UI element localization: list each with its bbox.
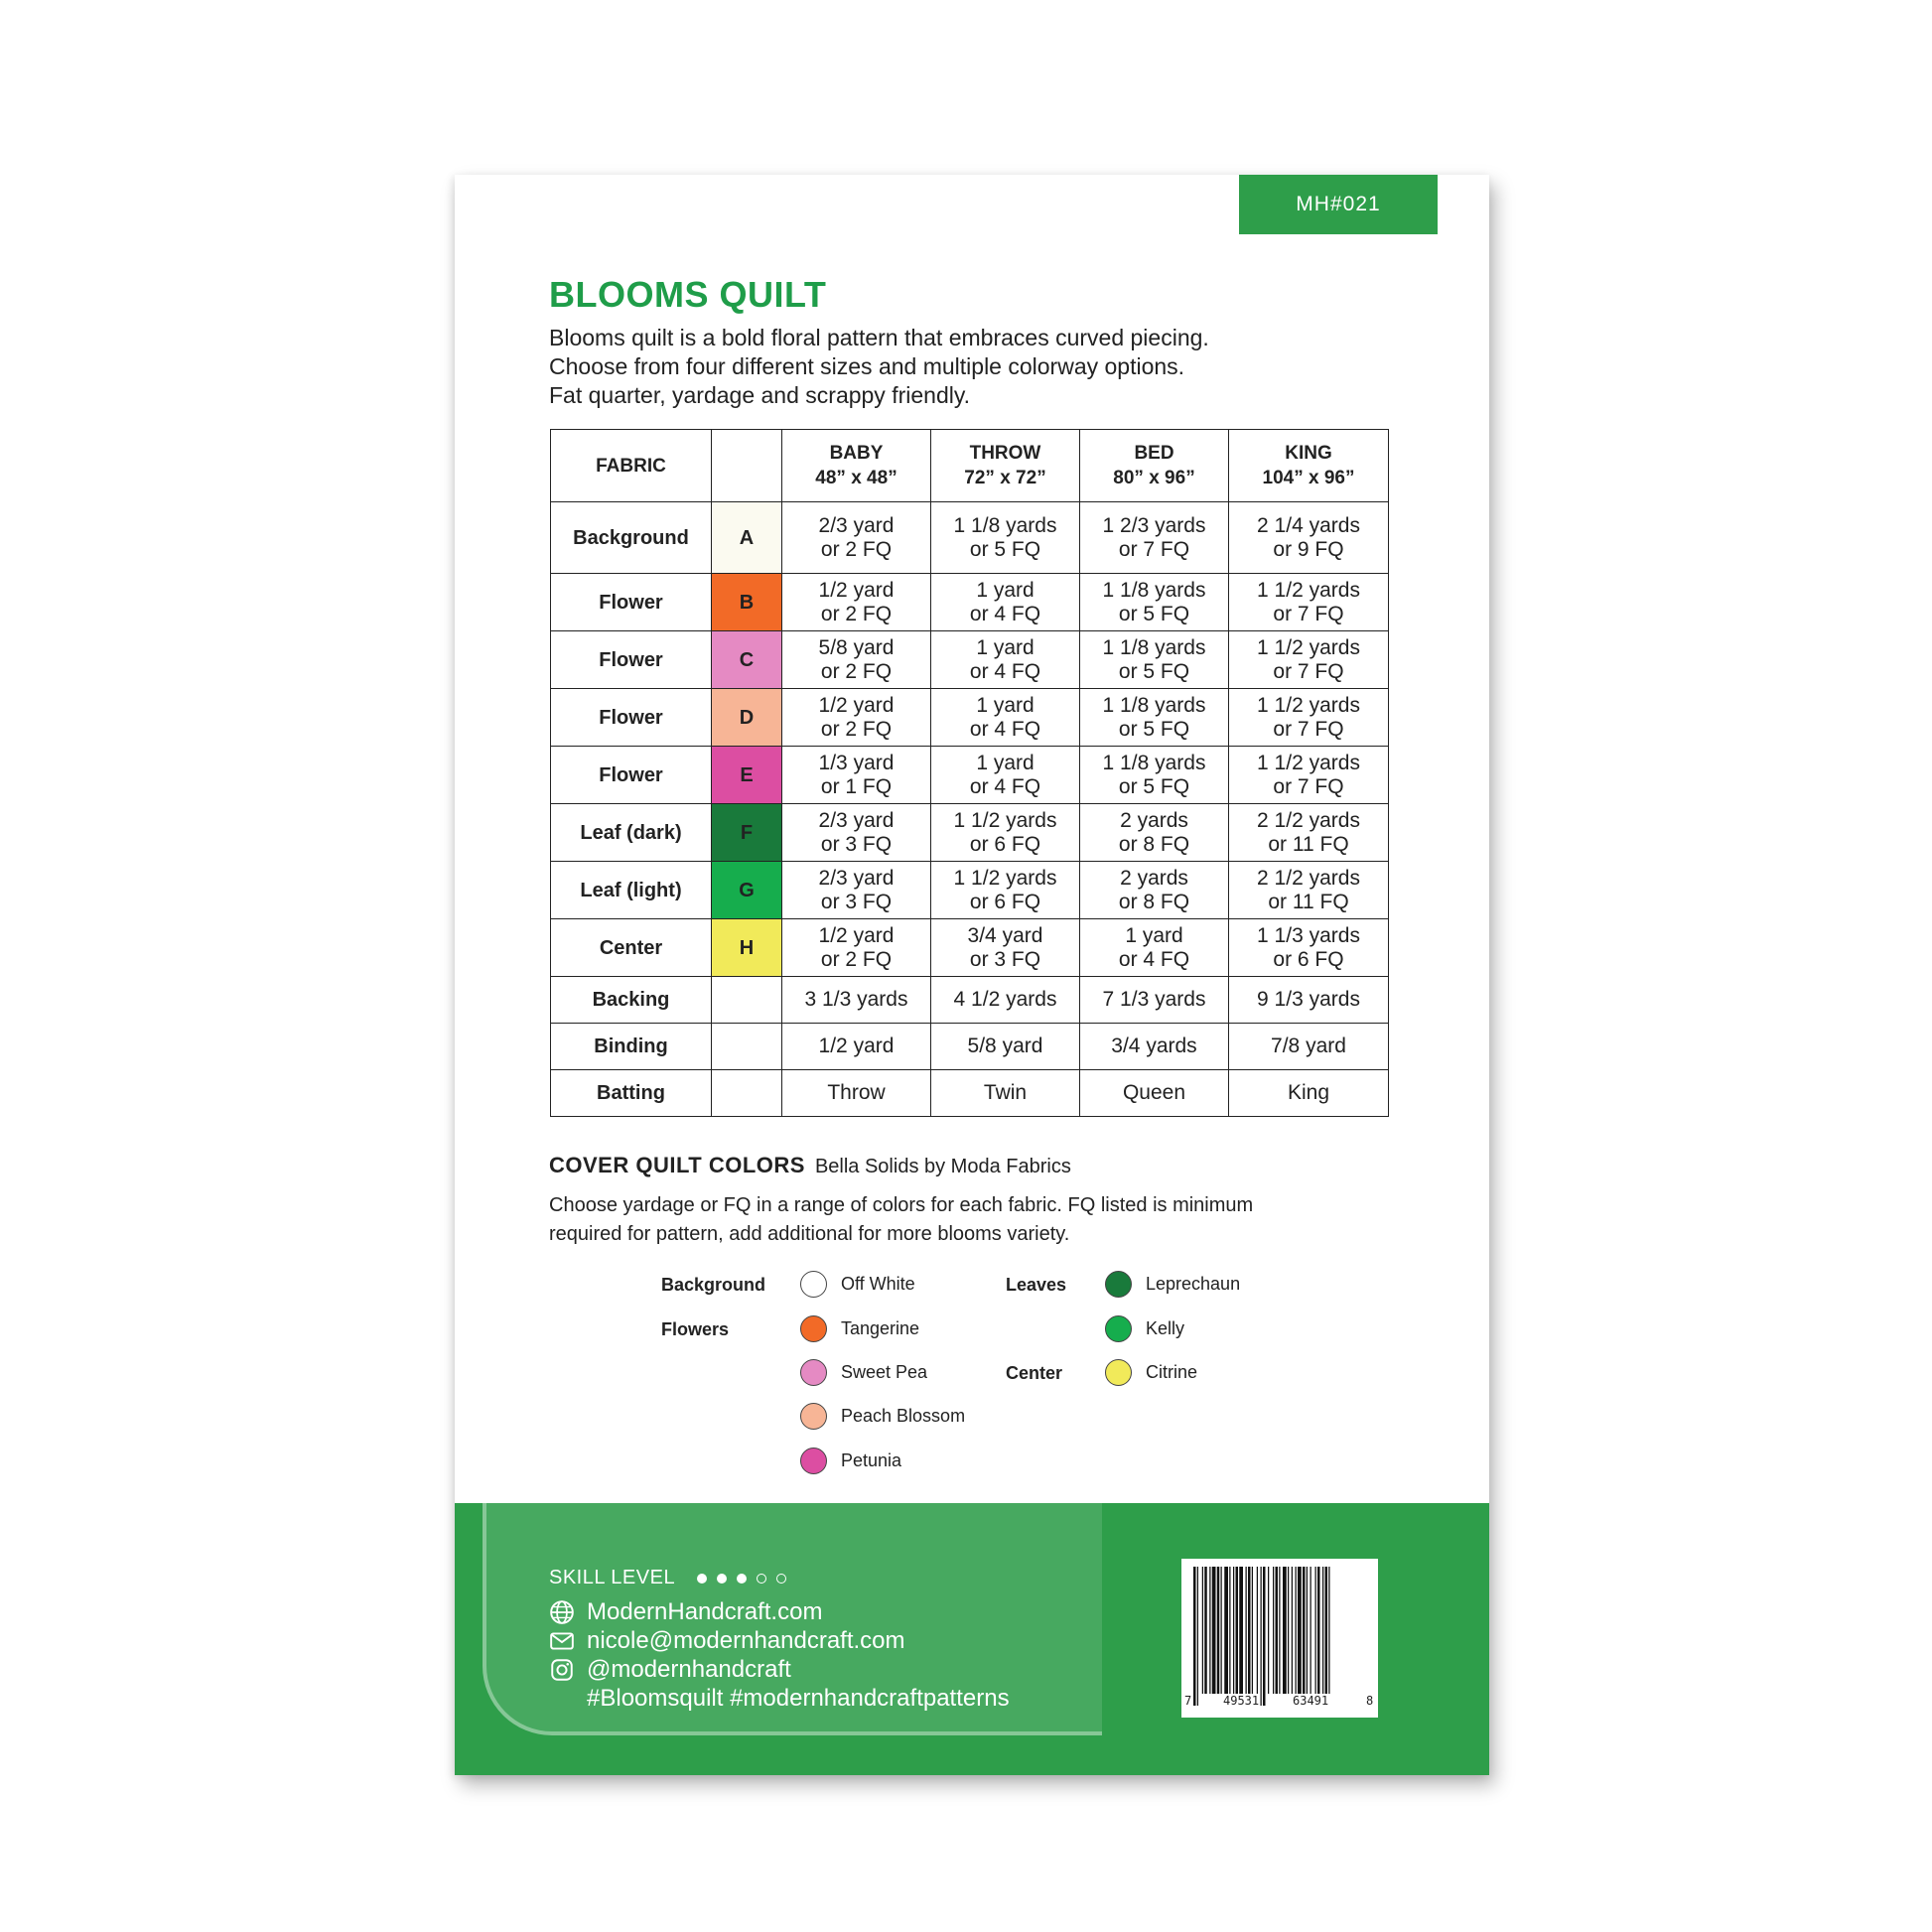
barcode-bar [1221, 1567, 1222, 1694]
yardage-line: or 4 FQ [969, 602, 1041, 625]
yardage-line: 5/8 yard [818, 635, 895, 659]
globe-icon [549, 1599, 575, 1625]
yardage-line: or 5 FQ [1118, 602, 1190, 625]
yardage-cell: 3 1/3 yards [782, 977, 931, 1024]
fabric-name: Flower [551, 574, 712, 631]
fabric-name: Flower [551, 631, 712, 689]
barcode-bar [1328, 1567, 1329, 1694]
fabric-name: Leaf (dark) [551, 804, 712, 862]
size-header-king [1229, 430, 1389, 502]
skill-level [549, 1567, 786, 1589]
yardage-line: 1 1/3 yards [1257, 923, 1360, 947]
barcode-bar [1248, 1567, 1251, 1694]
barcode-bar [1257, 1567, 1258, 1694]
label-background: Background [661, 1275, 766, 1295]
instagram-link[interactable] [549, 1656, 791, 1684]
yardage-cell: 9 1/3 yards [1229, 977, 1389, 1024]
fabric-name: Backing [551, 977, 712, 1024]
yardage-line: 1/2 yard [818, 578, 895, 602]
size-name: BED [1134, 443, 1174, 464]
yardage-line: or 2 FQ [820, 659, 893, 683]
barcode-bars [1181, 1559, 1378, 1718]
barcode-bar [1197, 1567, 1198, 1706]
cover-colors-heading [549, 1153, 1071, 1178]
yardage-cell [1229, 804, 1389, 862]
fabric-swatch: H [712, 919, 782, 977]
barcode-bar [1276, 1567, 1279, 1694]
yardage-cell: King [1229, 1070, 1389, 1117]
cover-subheading: Bella Solids by Moda Fabrics [814, 1156, 1071, 1177]
cover-colors-text [549, 1191, 1423, 1249]
table-body [551, 502, 1389, 1117]
yardage-line: or 1 FQ [820, 774, 893, 798]
barcode-bar [1283, 1567, 1287, 1694]
yardage-cell [782, 747, 931, 804]
petunia-swatch [800, 1448, 827, 1474]
table-row [551, 977, 1389, 1024]
color-name: Petunia [841, 1450, 902, 1470]
barcode-digit: 7 [1184, 1694, 1192, 1708]
barcode-bar [1193, 1567, 1196, 1706]
yardage-cell: 7/8 yard [1229, 1024, 1389, 1070]
barcode-bar [1273, 1567, 1274, 1694]
yardage-line: or 6 FQ [1273, 947, 1344, 971]
table-row [551, 1070, 1389, 1117]
yardage-line: or 7 FQ [1273, 717, 1344, 741]
barcode-bar [1288, 1567, 1289, 1694]
yardage-line: 1 1/2 yards [1257, 635, 1360, 659]
barcode-bar [1252, 1567, 1253, 1694]
yardage-line: 2/3 yard [818, 866, 895, 890]
empty-swatch-cell [712, 977, 782, 1024]
yardage-cell: 3/4 yards [1080, 1024, 1229, 1070]
yardage-line: or 2 FQ [820, 717, 893, 741]
leprechaun-swatch [1105, 1271, 1132, 1298]
yardage-line: 2 1/2 yards [1257, 808, 1360, 832]
yardage-line: or 8 FQ [1118, 890, 1190, 913]
color-item-petunia [800, 1448, 901, 1474]
yardage-line: 1 1/8 yards [953, 513, 1057, 537]
color-item-citrine [1105, 1359, 1197, 1386]
table-row [551, 804, 1389, 862]
yardage-line: 1 1/8 yards [1102, 635, 1206, 659]
barcode-digit: 49531 [1223, 1694, 1260, 1708]
yardage-cell [782, 502, 931, 574]
yardage-line: or 3 FQ [969, 947, 1041, 971]
size-dims: 104” x 96” [1262, 468, 1355, 488]
size-name: KING [1285, 443, 1332, 464]
yardage-line: or 9 FQ [1273, 537, 1344, 561]
barcode-bar [1239, 1567, 1243, 1694]
barcode-bar [1263, 1567, 1266, 1706]
intro-line: Fat quarter, yardage and scrappy friendly. [549, 382, 971, 408]
yardage-line: 2 1/2 yards [1257, 866, 1360, 890]
table-header-row [551, 430, 1389, 502]
size-dims: 48” x 48” [815, 468, 897, 488]
color-item-peach-blossom [800, 1403, 965, 1430]
fabric-swatch: D [712, 689, 782, 747]
table-row [551, 689, 1389, 747]
color-name: Kelly [1146, 1318, 1185, 1338]
barcode-bar [1279, 1567, 1280, 1694]
color-name: Off White [841, 1274, 915, 1294]
yardage-line: or 2 FQ [820, 602, 893, 625]
hashtags [587, 1685, 1010, 1713]
yardage-cell [1080, 631, 1229, 689]
yardage-cell [782, 862, 931, 919]
yardage-cell [1229, 747, 1389, 804]
skill-dot [737, 1574, 747, 1584]
yardage-line: 3/4 yard [967, 923, 1043, 947]
email-text: nicole@modernhandcraft.com [587, 1627, 905, 1654]
fabric-name: Batting [551, 1070, 712, 1117]
yardage-line: or 11 FQ [1268, 832, 1349, 856]
yardage-cell [1080, 574, 1229, 631]
yardage-cell [1080, 502, 1229, 574]
yardage-line: 2/3 yard [818, 513, 895, 537]
color-name: Citrine [1146, 1362, 1198, 1382]
barcode-bar [1229, 1567, 1230, 1694]
yardage-cell: Queen [1080, 1070, 1229, 1117]
sweet-pea-swatch [800, 1359, 827, 1386]
yardage-line: or 11 FQ [1268, 890, 1349, 913]
yardage-line: 2 yards [1120, 808, 1188, 832]
fabric-requirements-table [550, 429, 1389, 1117]
yardage-cell [782, 689, 931, 747]
skill-dot [717, 1574, 727, 1584]
yardage-cell [1080, 804, 1229, 862]
yardage-line: or 5 FQ [1118, 659, 1190, 683]
table-row [551, 502, 1389, 574]
cover-text-line: required for pattern, add additional for more blooms variety. [549, 1223, 1070, 1245]
yardage-line: 1/2 yard [818, 693, 895, 717]
yardage-line: 1 1/8 yards [1102, 751, 1206, 774]
yardage-cell [1229, 502, 1389, 574]
barcode-bar [1261, 1567, 1262, 1706]
barcode-bar [1317, 1567, 1320, 1694]
yardage-cell: Throw [782, 1070, 931, 1117]
yardage-line: or 6 FQ [969, 832, 1041, 856]
yardage-line: 1 1/2 yards [1257, 693, 1360, 717]
barcode-bar [1209, 1567, 1210, 1694]
fabric-header: FABRIC [551, 430, 712, 502]
yardage-line: or 5 FQ [1118, 717, 1190, 741]
barcode-bar [1233, 1567, 1234, 1694]
skill-rating [697, 1574, 786, 1584]
yardage-line: or 4 FQ [969, 717, 1041, 741]
fabric-name: Flower [551, 747, 712, 804]
yardage-line: 1 yard [976, 693, 1035, 717]
yardage-cell [782, 919, 931, 977]
color-item-sweet-pea [800, 1359, 927, 1386]
color-item-off-white [800, 1271, 915, 1298]
off-white-swatch [800, 1271, 827, 1298]
barcode-bar [1236, 1567, 1239, 1694]
yardage-line: 1 yard [976, 635, 1035, 659]
yardage-line: 1 1/2 yards [953, 808, 1057, 832]
size-name: THROW [969, 443, 1041, 464]
barcode-bar [1212, 1567, 1216, 1694]
cover-heading: COVER QUILT COLORS [549, 1153, 805, 1177]
yardage-line: or 3 FQ [820, 832, 893, 856]
yardage-cell [931, 747, 1080, 804]
website-text: ModernHandcraft.com [587, 1598, 823, 1625]
intro-line: Blooms quilt is a bold floral pattern that embraces curved piecing. [549, 325, 1209, 350]
barcode-bar [1315, 1567, 1316, 1694]
yardage-cell [1080, 919, 1229, 977]
barcode-bar [1268, 1567, 1269, 1694]
yardage-line: or 7 FQ [1118, 537, 1190, 561]
yardage-cell [1229, 862, 1389, 919]
tangerine-swatch [800, 1315, 827, 1342]
skill-label: SKILL LEVEL [549, 1567, 676, 1588]
peach-blossom-swatch [800, 1403, 827, 1430]
table-row [551, 631, 1389, 689]
pattern-back-cover [455, 175, 1489, 1775]
label-flowers: Flowers [661, 1319, 730, 1339]
yardage-cell [1229, 919, 1389, 977]
yardage-line: or 7 FQ [1273, 602, 1344, 625]
yardage-line: 1 yard [976, 751, 1035, 774]
table-row [551, 1024, 1389, 1070]
hashtags-text: #Bloomsquilt #modernhandcraftpatterns [587, 1685, 1010, 1712]
yardage-line: 1 yard [1125, 923, 1183, 947]
yardage-line: or 8 FQ [1118, 832, 1190, 856]
yardage-cell [931, 862, 1080, 919]
yardage-cell: Twin [931, 1070, 1080, 1117]
barcode-bar [1246, 1567, 1247, 1694]
size-dims: 72” x 72” [964, 468, 1046, 488]
barcode-bar [1296, 1567, 1297, 1694]
instagram-text: @modernhandcraft [587, 1656, 791, 1683]
yardage-cell [782, 804, 931, 862]
mail-icon [549, 1628, 575, 1654]
table-row [551, 919, 1389, 977]
website-link[interactable] [549, 1598, 822, 1626]
yardage-line: or 4 FQ [1118, 947, 1190, 971]
yardage-line: 1/2 yard [818, 923, 895, 947]
fabric-swatch: F [712, 804, 782, 862]
intro-line: Choose from four different sizes and multiple colorway options. [549, 353, 1185, 379]
yardage-cell [931, 804, 1080, 862]
fabric-name: Background [551, 502, 712, 574]
yardage-line: or 2 FQ [820, 947, 893, 971]
size-name: BABY [829, 443, 884, 464]
yardage-cell: 5/8 yard [931, 1024, 1080, 1070]
yardage-line: or 3 FQ [820, 890, 893, 913]
yardage-cell [931, 919, 1080, 977]
yardage-line: or 7 FQ [1273, 774, 1344, 798]
instagram-icon [549, 1657, 575, 1683]
fabric-swatch: C [712, 631, 782, 689]
yardage-line: or 5 FQ [1118, 774, 1190, 798]
size-dims: 80” x 96” [1113, 468, 1195, 488]
color-name: Leprechaun [1146, 1274, 1241, 1294]
yardage-cell [1080, 689, 1229, 747]
yardage-cell: 7 1/3 yards [1080, 977, 1229, 1024]
barcode-bar [1202, 1567, 1203, 1694]
barcode-bar [1303, 1567, 1306, 1694]
barcode-digit: 63491 [1293, 1694, 1329, 1708]
sku-tag: MH#021 [1239, 175, 1438, 234]
yardage-cell [782, 631, 931, 689]
skill-dot [757, 1574, 766, 1584]
yardage-line: 1 1/8 yards [1102, 578, 1206, 602]
barcode-bar [1204, 1567, 1207, 1694]
yardage-line: or 4 FQ [969, 774, 1041, 798]
fabric-name: Leaf (light) [551, 862, 712, 919]
cover-text-line: Choose yardage or FQ in a range of colors for each fabric. FQ listed is minimum [549, 1194, 1254, 1216]
yardage-line: or 4 FQ [969, 659, 1041, 683]
barcode-bar [1217, 1567, 1220, 1694]
barcode-bar [1224, 1567, 1228, 1694]
yardage-cell: 4 1/2 yards [931, 977, 1080, 1024]
intro-text [549, 324, 1403, 410]
yardage-cell [782, 574, 931, 631]
size-header-bed [1080, 430, 1229, 502]
barcode-bar [1307, 1567, 1308, 1694]
yardage-line: 1/3 yard [818, 751, 895, 774]
table-row [551, 574, 1389, 631]
yardage-cell: 1/2 yard [782, 1024, 931, 1070]
color-name: Sweet Pea [841, 1362, 928, 1382]
yardage-cell [931, 631, 1080, 689]
yardage-cell [931, 574, 1080, 631]
color-name: Peach Blossom [841, 1406, 966, 1426]
fabric-swatch: A [712, 502, 782, 574]
barcode-digit: 8 [1366, 1694, 1374, 1708]
fabric-name: Center [551, 919, 712, 977]
yardage-line: or 2 FQ [820, 537, 893, 561]
yardage-cell [1229, 689, 1389, 747]
yardage-line: or 5 FQ [969, 537, 1041, 561]
empty-swatch-cell [712, 1024, 782, 1070]
yardage-line: 1 yard [976, 578, 1035, 602]
barcode [1181, 1559, 1378, 1718]
kelly-swatch [1105, 1315, 1132, 1342]
yardage-line: 1 1/2 yards [1257, 751, 1360, 774]
table-row [551, 862, 1389, 919]
swatch-header [712, 430, 782, 502]
yardage-line: 1 2/3 yards [1102, 513, 1206, 537]
color-name: Tangerine [841, 1318, 920, 1338]
yardage-line: or 7 FQ [1273, 659, 1344, 683]
yardage-cell [1080, 862, 1229, 919]
footer-band [455, 1503, 1489, 1775]
fabric-swatch: B [712, 574, 782, 631]
yardage-cell [1229, 574, 1389, 631]
fabric-name: Flower [551, 689, 712, 747]
yardage-cell [1080, 747, 1229, 804]
yardage-cell [931, 502, 1080, 574]
yardage-line: 2 1/4 yards [1257, 513, 1360, 537]
page-title: BLOOMS QUILT [549, 274, 827, 315]
label-center: Center [1006, 1363, 1063, 1383]
color-item-kelly [1105, 1315, 1184, 1342]
citrine-swatch [1105, 1359, 1132, 1386]
yardage-line: 1 1/2 yards [1257, 578, 1360, 602]
yardage-cell [1229, 631, 1389, 689]
skill-dot [776, 1574, 786, 1584]
size-header-throw [931, 430, 1080, 502]
fabric-swatch: E [712, 747, 782, 804]
barcode-bar [1325, 1567, 1328, 1694]
yardage-line: 1 1/8 yards [1102, 693, 1206, 717]
email-link[interactable] [549, 1627, 905, 1655]
fabric-swatch: G [712, 862, 782, 919]
yardage-line: 2 yards [1120, 866, 1188, 890]
yardage-line: 1 1/2 yards [953, 866, 1057, 890]
yardage-cell [931, 689, 1080, 747]
fabric-name: Binding [551, 1024, 712, 1070]
barcode-bar [1322, 1567, 1323, 1694]
yardage-line: 2/3 yard [818, 808, 895, 832]
yardage-line: or 6 FQ [969, 890, 1041, 913]
barcode-bar [1292, 1567, 1293, 1694]
color-item-leprechaun [1105, 1271, 1240, 1298]
empty-swatch-cell [712, 1070, 782, 1117]
skill-dot [697, 1574, 707, 1584]
barcode-bar [1298, 1567, 1302, 1694]
label-leaves: Leaves [1006, 1275, 1067, 1295]
color-item-tangerine [800, 1315, 919, 1342]
table-row [551, 747, 1389, 804]
size-header-baby [782, 430, 931, 502]
